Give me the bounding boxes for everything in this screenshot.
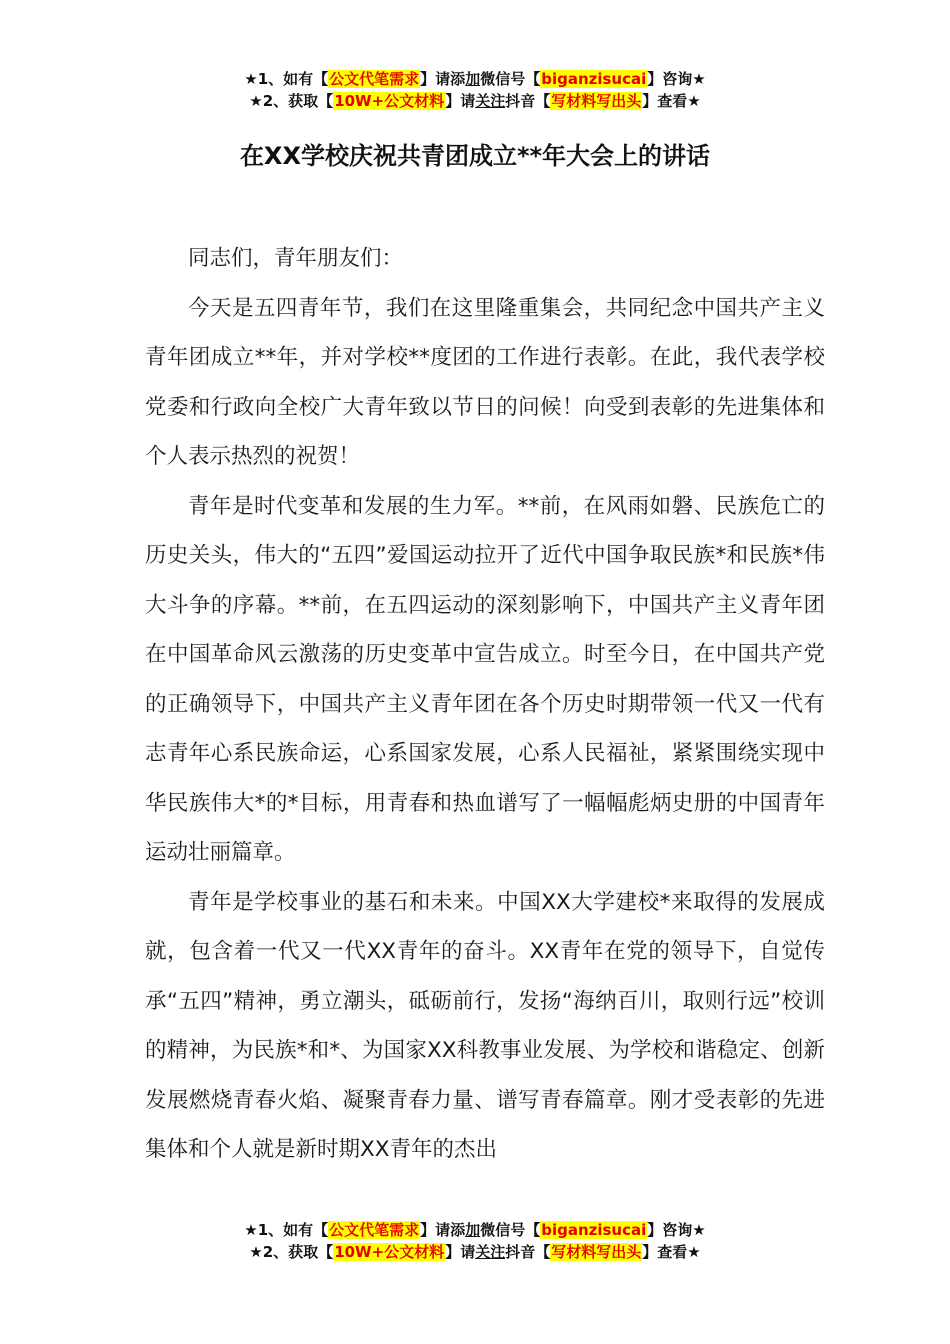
promo-text: 】请添 [420,1221,466,1239]
body-paragraph: 青年是时代变革和发展的生力军。**前，在风雨如磐、民族危亡的历史关头，伟大的“五四”爱国运动拉开了近代中国争取民族*和民族*伟大斗争的序幕。**前，在五四运动的深刻影响下，中国共产主义青年团在中国革命风云激荡的历史变革中宣告成立。时至今日，在中国共产党的正确领导下，中国共产主义青年团在各个历史时期带领一代又一代有志青年心系民族命运，心系国家发展，心系人民福祉，紧紧围绕实现中华民族伟大*的*目标，用青春和热血谱写了一幅幅彪炳史册的中国青年运动壮丽篇章。 [145,493,825,865]
promo-text: 】咨询★ [647,1221,706,1239]
promo-text: 】请 [445,1243,476,1261]
document-body [145,234,825,1175]
promo-underlined-text: 关注 [475,92,506,110]
body-paragraph: 今天是五四青年节，我们在这里隆重集会，共同纪念中国共产主义青年团成立**年，并对学校**度团的工作进行表彰。在此，我代表学校党委和行政向全校广大青年致以节日的问候！向受到表彰的先进集体和个人表示热烈的祝贺！ [145,295,825,469]
promo-highlight: 10W+公文材料 [334,1243,445,1261]
promo-highlight: 10W+公文材料 [334,92,445,110]
promo-underlined-text: 加 [465,70,481,88]
promo-text: 】查看★ [642,92,701,110]
document-title: 在XX学校庆祝共青团成立**年大会上的讲话 [239,142,711,170]
promo-text: 】请 [445,92,476,110]
promo-highlight: 公文代笔需求 [329,1221,420,1239]
promo-douyin-id: 写材料写出头 [551,1243,642,1261]
promo-wechat-id: biganzisucai [541,1221,647,1239]
promo-text: ★2、获取【 [249,92,334,110]
promo-line-1 [0,68,950,90]
salutation: 同志们，青年朋友们： [188,246,404,271]
promo-text: 微信号【 [480,1221,541,1239]
promo-line-2 [0,90,950,112]
promo-line-1 [0,1219,950,1241]
footer-promo-banner [0,1219,950,1263]
promo-text: ★2、获取【 [249,1243,334,1261]
promo-text: 抖音【 [505,1243,551,1261]
body-paragraph: 青年是学校事业的基石和未来。中国XX大学建校*来取得的发展成就，包含着一代又一代XX青年的奋斗。XX青年在党的领导下，自觉传承“五四”精神，勇立潮头，砥砺前行，发扬“海纳百川，取则行远”校训的精神，为民族*和*、为国家XX科教事业发展、为学校和谐稳定、创新发展燃烧青春火焰、凝聚青春力量、谱写青春篇章。刚才受表彰的先进集体和个人就是新时期XX青年的杰出 [145,889,825,1162]
promo-text: 微信号【 [480,70,541,88]
header-promo-banner [0,68,950,112]
promo-wechat-id: biganzisucai [541,70,647,88]
promo-text: 】请添 [420,70,466,88]
promo-text: 抖音【 [505,92,551,110]
promo-underlined-text: 关注 [475,1243,506,1261]
promo-line-2 [0,1241,950,1263]
promo-text: ★1、如有【 [244,1221,329,1239]
promo-douyin-id: 写材料写出头 [551,92,642,110]
promo-text: ★1、如有【 [244,70,329,88]
promo-text: 】查看★ [642,1243,701,1261]
promo-text: 】咨询★ [647,70,706,88]
promo-underlined-text: 加 [465,1221,481,1239]
promo-highlight: 公文代笔需求 [329,70,420,88]
